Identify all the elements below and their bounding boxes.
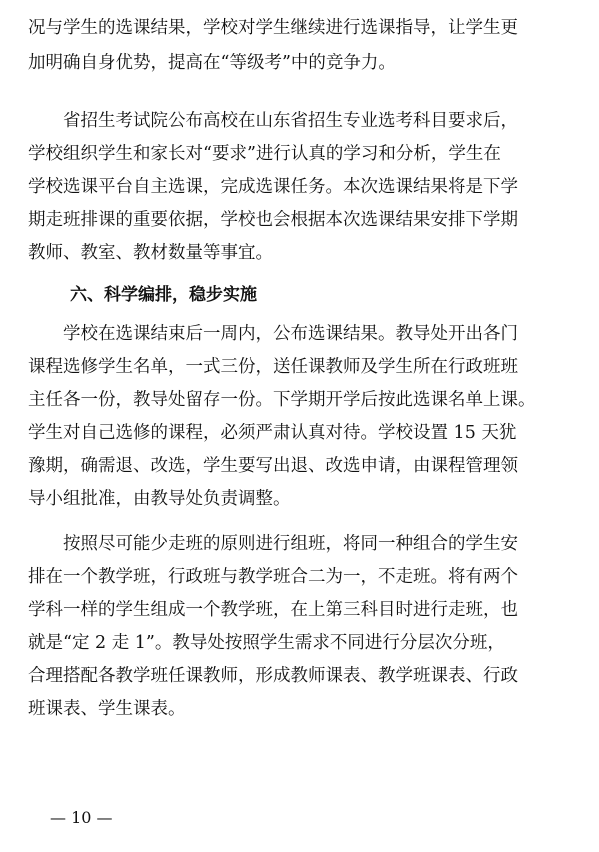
paragraph-first-line: 按照尽可能少走班的原则进行组班，将同一种组合的学生安	[63, 534, 518, 554]
paragraph-first-line: 省招生考试院公布高校在山东省招生专业选考科目要求后，	[63, 111, 518, 131]
page-number: — 10 —	[50, 808, 113, 827]
text-line: 课程选修学生名单，一式三份，送任课教师及学生所在行政班班	[28, 357, 518, 377]
text-line: 导小组批准，由教导处负责调整。	[28, 489, 291, 509]
text-line: 合理搭配各教学班任课教师，形成教师课表、教学班课表、行政	[28, 666, 518, 686]
text-line: 学校选课平台自主选课，完成选课任务。本次选课结果将是下学	[28, 177, 518, 197]
text-line: 教师、教室、教材数量等事宜。	[28, 243, 273, 263]
text-line: 学生对自己选修的课程，必须严肃认真对待。学校设置 15 天犹	[28, 423, 517, 443]
text-line: 豫期，确需退、改选，学生要写出退、改选申请，由课程管理领	[28, 456, 518, 476]
text-line: 班课表、学生课表。	[28, 699, 186, 719]
paragraph-first-line: 学校在选课结束后一周内，公布选课结果。教导处开出各门	[63, 324, 518, 344]
text-line: 况与学生的选课结果，学校对学生继续进行选课指导，让学生更	[28, 18, 518, 38]
text-line: 就是“定 2 走 1”。教导处按照学生需求不同进行分层次分班，	[28, 633, 505, 653]
text-line: 排在一个教学班，行政班与教学班合二为一，不走班。将有两个	[28, 567, 518, 587]
text-line: 主任各一份，教导处留存一份。下学期开学后按此选课名单上课。	[28, 390, 536, 410]
text-line: 期走班排课的重要依据，学校也会根据本次选课结果安排下学期	[28, 210, 518, 230]
text-line: 学校组织学生和家长对“要求”进行认真的学习和分析，学生在	[28, 144, 501, 164]
text-line: 加明确自身优势，提高在“等级考”中的竞争力。	[28, 53, 396, 73]
text-line: 学科一样的学生组成一个教学班，在上第三科目时进行走班，也	[28, 600, 518, 620]
section-heading: 六、科学编排，稳步实施	[70, 285, 257, 305]
